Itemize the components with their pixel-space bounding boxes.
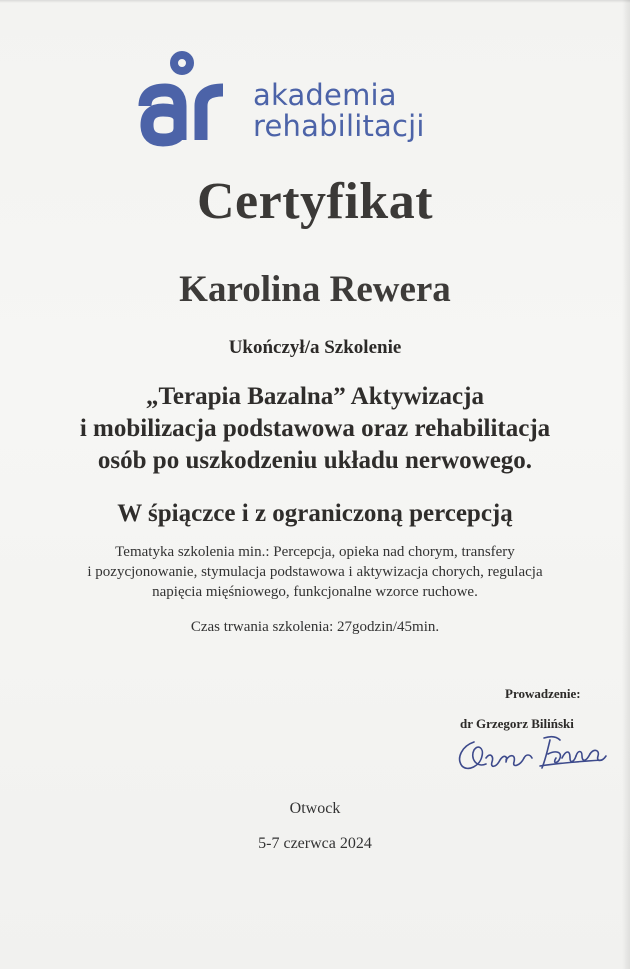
academy-logo [135, 50, 475, 150]
date: 5-7 czerwca 2024 [258, 835, 372, 852]
logo-wordmark [253, 80, 425, 142]
course-topics [0, 542, 630, 602]
lead-label: Prowadzenie: [505, 686, 581, 701]
course-title [0, 381, 630, 477]
logo-line-akademia: akademia [253, 78, 397, 112]
ar-logo-mark-icon [135, 50, 245, 150]
page-top-edge [0, 0, 630, 3]
course-subtitle: W śpiączce i z ograniczoną percepcją [117, 500, 513, 527]
course-duration: Czas trwania szkolenia: 27godzin/45min. [190, 619, 440, 635]
page-right-shadow [622, 0, 630, 969]
course-title-line: osób po uszkodzeniu układu nerwowego. [97, 447, 533, 474]
completed-label: Ukończył/a Szkolenie [228, 337, 402, 358]
course-title-line: „Terapia Bazalna” Aktywizacja [146, 383, 484, 410]
logo-line-rehabilitacji: rehabilitacji [253, 109, 425, 143]
place: Otwock [289, 800, 341, 817]
handwritten-signature [452, 728, 612, 776]
lead-name: dr Grzegorz Biliński [460, 716, 574, 731]
topics-line: i pozycjonowanie, stymulacja podstawowa i aktywizacja chorych, regulacja [87, 564, 543, 580]
recipient-name: Karolina Rewera [179, 269, 451, 310]
topics-line: Tematyka szkolenia min.: Percepcja, opieka nad chorym, transfery [115, 544, 515, 560]
certificate-title: Certyfikat [196, 173, 434, 230]
course-title-line: i mobilizacja podstawowa oraz rehabilitacja [79, 415, 551, 442]
topics-line: napięcia mięśniowego, funkcjonalne wzorce ruchowe. [152, 584, 478, 600]
